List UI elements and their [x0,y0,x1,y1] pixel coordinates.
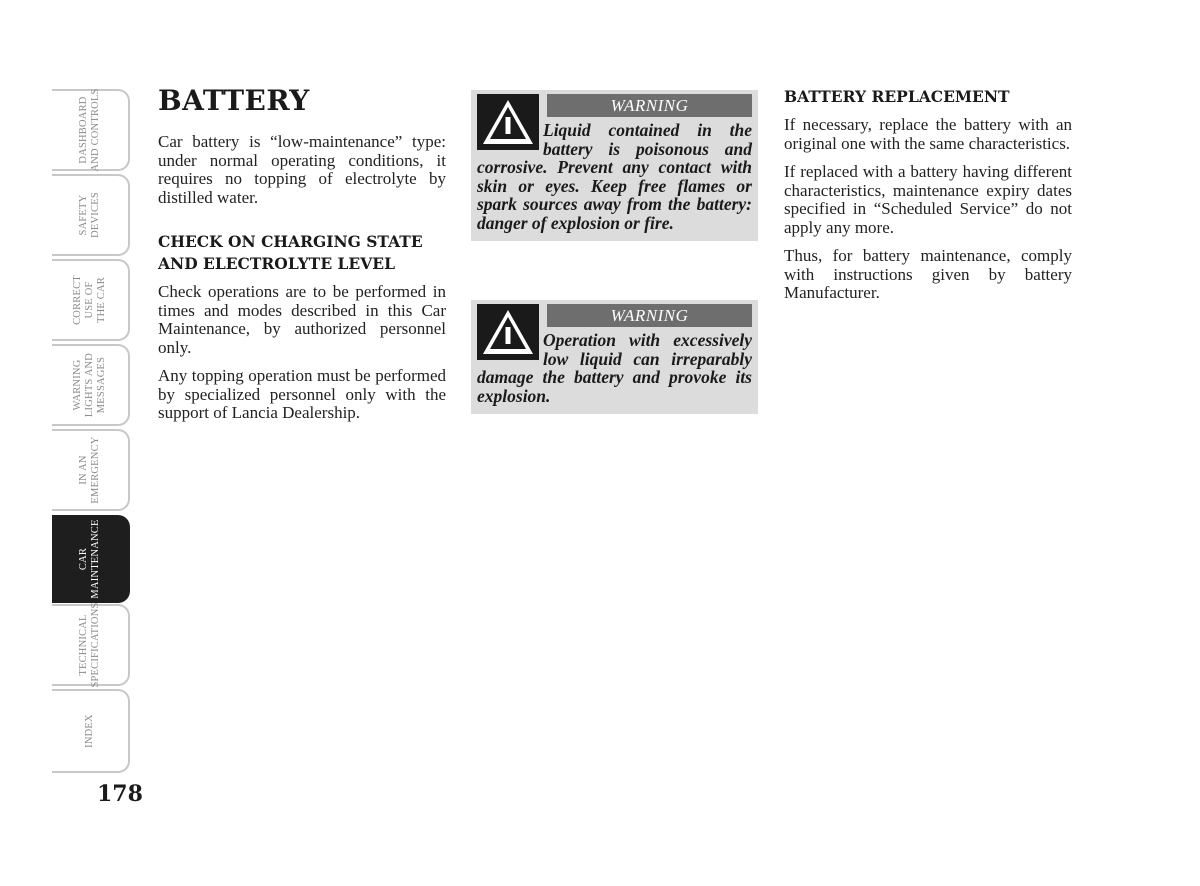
warning-triangle-icon [477,304,539,360]
warning-header: WARNING [547,94,752,117]
page-title: BATTERY [158,84,310,117]
topping-paragraph: Any topping operation must be performed by specialized personnel only with the support of Lancia Dealership. [158,366,446,422]
tab-label: IN AN EMERGENCY [78,436,101,504]
column-right [784,86,1072,313]
tab-safety-devices[interactable] [52,174,130,256]
section-heading-line: AND ELECTROLYTE LEVEL [158,254,395,273]
warning-text: Operation with excessively low liquid can irreparably damage the battery and provoke its explosion. [477,330,752,406]
tab-index[interactable] [52,689,130,773]
tab-technical-specifications[interactable] [52,604,130,686]
tab-label: CORRECT USE OF THE CAR [72,275,107,325]
tab-warning-lights-and-messages[interactable] [52,344,130,426]
tab-label: CAR MAINTENANCE [78,519,101,599]
section-heading-charging [158,231,446,275]
tab-car-maintenance[interactable] [52,515,130,603]
warning-header: WARNING [547,304,752,327]
tab-label: SAFETY DEVICES [78,192,101,238]
warning-text: Liquid contained in the battery is poisonous and corrosive. Prevent any contact with skin or eyes. Keep free flames or spark sources away from the battery: danger of explosion or fire. [477,120,752,233]
tab-in-an-emergency[interactable] [52,429,130,511]
check-paragraph: Check operations are to be performed in times and modes described in this Car Maintenance, by authorized personnel only. [158,282,446,357]
section-heading-line: CHECK ON CHARGING STATE [158,232,423,251]
column-left [158,84,446,433]
different-battery-paragraph: If replaced with a battery having different characteristics, maintenance expiry dates specified in “Scheduled Service” do not apply any more. [784,162,1072,237]
intro-paragraph: Car battery is “low-maintenance” type: under normal operating conditions, it requires no topping of electrolyte by distilled water. [158,132,446,207]
tab-label: TECHNICAL SPECIFICATIONS [78,602,101,688]
tab-label: DASHBOARD AND CONTROLS [78,88,101,172]
tab-dashboard-and-controls[interactable] [52,89,130,171]
replacement-paragraph: If necessary, replace the battery with an original one with the same characteristics. [784,115,1072,153]
warning-box-low-liquid [471,300,758,414]
tab-label: INDEX [84,714,95,748]
warning-box-liquid [471,90,758,241]
tab-label: WARNING LIGHTS AND MESSAGES [72,352,107,418]
tab-correct-use-of-the-car[interactable] [52,259,130,341]
page-number: 178 [97,781,143,807]
manufacturer-paragraph: Thus, for battery maintenance, comply with instructions given by battery Manufacturer. [784,246,1072,302]
warning-triangle-icon [477,94,539,150]
section-heading-replacement: BATTERY REPLACEMENT [784,87,1010,106]
